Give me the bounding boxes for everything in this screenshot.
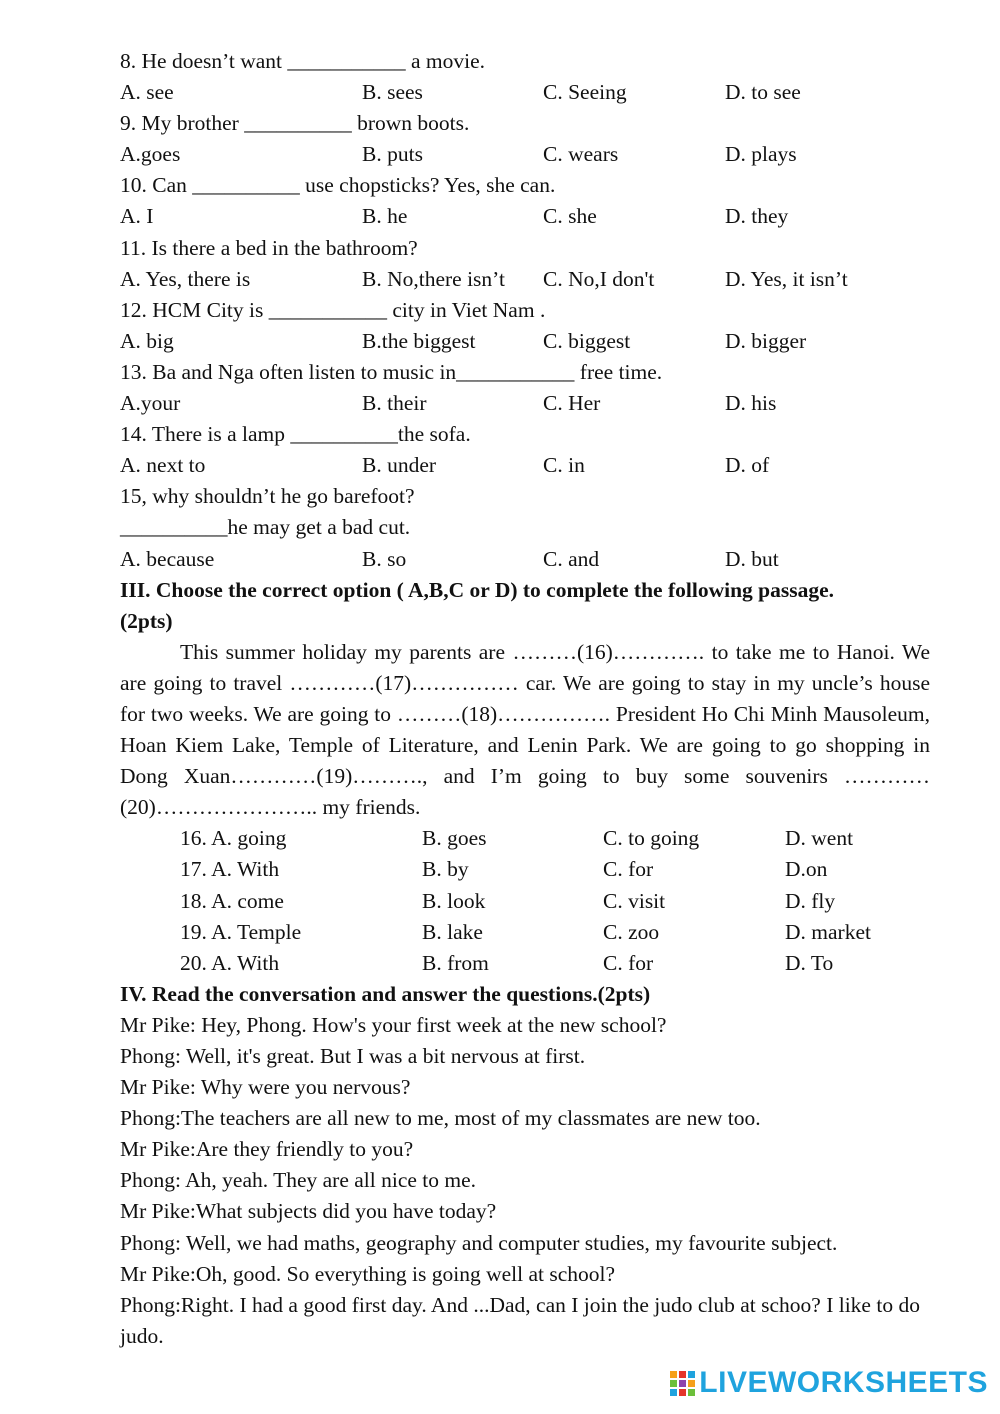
option-d[interactable]: D. plays xyxy=(725,142,797,167)
section-4-heading: IV. Read the conversation and answer the questions.(2pts) xyxy=(120,981,651,1006)
answer-option-b[interactable]: B. look xyxy=(422,888,486,913)
answer-row xyxy=(120,917,930,948)
question-stem-answer-line: __________he may get a bad cut. xyxy=(120,515,411,540)
option-d[interactable]: D. but xyxy=(725,546,779,571)
option-b[interactable]: B. sees xyxy=(362,80,423,105)
options-row xyxy=(120,544,930,575)
options-row xyxy=(120,139,930,170)
option-d[interactable]: D. Yes, it isn’t xyxy=(725,266,848,291)
question-stem: 12. HCM City is ___________ city in Viet Nam . xyxy=(120,297,546,322)
option-b[interactable]: B. under xyxy=(362,453,437,478)
option-b[interactable]: B. No,there isn’t xyxy=(362,266,505,291)
dialog-line: Phong: Well, it's great. But I was a bit nervous at first. xyxy=(120,1044,586,1068)
options-row xyxy=(120,388,930,419)
dialog-line: Mr Pike: Why were you nervous? xyxy=(120,1075,411,1100)
question-stem: 11. Is there a bed in the bathroom? xyxy=(120,235,418,260)
option-a[interactable]: A. next to xyxy=(120,453,206,478)
liveworksheets-logo xyxy=(670,1366,988,1400)
option-c[interactable]: C. Her xyxy=(543,391,601,416)
dialog-line: Phong:The teachers are all new to me, most of my classmates are new too. xyxy=(120,1106,761,1131)
option-d[interactable]: D. bigger xyxy=(725,328,807,353)
question-15 xyxy=(120,481,930,574)
dialog-line: Mr Pike:What subjects did you have today? xyxy=(120,1199,497,1224)
brand-name: LIVEWORKSHEETS xyxy=(699,1366,988,1399)
option-b[interactable]: B. puts xyxy=(362,142,423,167)
dialog-line: Phong:Right. I had a good first day. And ...Dad, can I join the judo club at schoo? I like to do judo. xyxy=(120,1292,920,1348)
option-d[interactable]: D. to see xyxy=(725,80,801,105)
option-d[interactable]: D. his xyxy=(725,391,777,416)
passage-answers xyxy=(120,823,930,978)
logo-square xyxy=(688,1389,695,1396)
option-c[interactable]: C. Seeing xyxy=(543,80,627,105)
option-a[interactable]: A. Yes, there is xyxy=(120,266,251,291)
option-c[interactable]: C. she xyxy=(543,204,597,229)
answer-option-d[interactable]: D. market xyxy=(785,919,871,944)
question-stem: 10. Can __________ use chopsticks? Yes, she can. xyxy=(120,173,556,198)
option-b[interactable]: B.the biggest xyxy=(362,328,476,353)
answer-option-b[interactable]: B. goes xyxy=(422,826,487,851)
option-a[interactable]: A.your xyxy=(120,391,181,416)
option-c[interactable]: C. biggest xyxy=(543,328,631,353)
options-row xyxy=(120,450,930,481)
answer-option-c[interactable]: C. for xyxy=(603,950,654,975)
option-c[interactable]: C. No,I don't xyxy=(543,266,655,291)
option-a[interactable]: A. because xyxy=(120,546,215,571)
option-b[interactable]: B. so xyxy=(362,546,407,571)
option-b[interactable]: B. he xyxy=(362,204,408,229)
dialog-line: Mr Pike:Oh, good. So everything is going well at school? xyxy=(120,1261,616,1286)
answer-option-d[interactable]: D. went xyxy=(785,826,854,851)
question-stem: 9. My brother __________ brown boots. xyxy=(120,111,470,136)
answer-option-a[interactable]: 16. A. going xyxy=(180,826,287,851)
options-row xyxy=(120,201,930,232)
option-c[interactable]: C. wears xyxy=(543,142,619,167)
option-c[interactable]: C. and xyxy=(543,546,600,571)
answer-option-a[interactable]: 20. A. With xyxy=(180,950,280,975)
answer-option-c[interactable]: C. for xyxy=(603,857,654,882)
options-row xyxy=(120,264,930,295)
option-a[interactable]: A. I xyxy=(120,204,154,229)
answer-option-d[interactable]: D.on xyxy=(785,857,828,882)
answer-option-a[interactable]: 19. A. Temple xyxy=(180,919,302,944)
answer-row xyxy=(120,823,930,854)
liveworksheets-icon xyxy=(670,1371,695,1396)
option-d[interactable]: D. of xyxy=(725,453,770,478)
answer-option-b[interactable]: B. from xyxy=(422,950,489,975)
options-row xyxy=(120,77,930,108)
section-3-heading: III. Choose the correct option ( A,B,C or D) to complete the following passage. xyxy=(120,577,835,602)
answer-row xyxy=(120,948,930,979)
dialog-line: Mr Pike: Hey, Phong. How's your first week at the new school? xyxy=(120,1012,667,1037)
logo-square xyxy=(679,1371,686,1378)
question-stem: 14. There is a lamp __________the sofa. xyxy=(120,422,471,447)
logo-square xyxy=(688,1380,695,1387)
answer-row xyxy=(120,886,930,917)
answer-option-c[interactable]: C. zoo xyxy=(603,919,660,944)
question-stem: 8. He doesn’t want ___________ a movie. xyxy=(120,49,486,73)
mcq-section xyxy=(120,46,930,481)
answer-option-a[interactable]: 18. A. come xyxy=(180,888,284,913)
option-a[interactable]: A.goes xyxy=(120,142,181,167)
answer-option-d[interactable]: D. fly xyxy=(785,888,836,913)
question-stem: 13. Ba and Nga often listen to music in___________ free time. xyxy=(120,359,663,384)
worksheet-page xyxy=(120,46,930,1352)
logo-square xyxy=(670,1380,677,1387)
logo-square xyxy=(670,1371,677,1378)
passage-text: This summer holiday my parents are ………(16)…………. to take me to Hanoi. We are going to travel …………(17)…………… car. We are going to stay in my uncle’s house for two weeks. We are going to ………(18)……………. President Ho Chi Minh Mausoleum, Hoan Kiem Lake, Temple of Literature, and Lenin Park. We are going to go shopping in Dong Xuan…………(19)………., and I’m going to buy some souvenirs …………(20)………………….. my friends. xyxy=(120,639,930,820)
answer-option-c[interactable]: C. to going xyxy=(603,826,700,851)
answer-option-b[interactable]: B. by xyxy=(422,857,469,882)
logo-square xyxy=(679,1389,686,1396)
passage xyxy=(120,637,930,824)
logo-square xyxy=(670,1389,677,1396)
dialog-line: Phong: Ah, yeah. They are all nice to me. xyxy=(120,1168,477,1193)
logo-square xyxy=(688,1371,695,1378)
answer-option-b[interactable]: B. lake xyxy=(422,919,483,944)
logo-square xyxy=(679,1380,686,1387)
dialog-line: Mr Pike:Are they friendly to you? xyxy=(120,1137,414,1162)
option-a[interactable]: A. big xyxy=(120,328,174,353)
answer-row xyxy=(120,854,930,885)
section-3-points: (2pts) xyxy=(120,608,173,633)
answer-option-a[interactable]: 17. A. With xyxy=(180,857,280,882)
option-d[interactable]: D. they xyxy=(725,204,789,229)
option-a[interactable]: A. see xyxy=(120,80,174,105)
option-b[interactable]: B. their xyxy=(362,391,427,416)
option-c[interactable]: C. in xyxy=(543,453,585,478)
conversation xyxy=(120,1010,930,1352)
answer-option-d[interactable]: D. To xyxy=(785,950,834,975)
question-stem: 15, why shouldn’t he go barefoot? xyxy=(120,484,415,509)
dialog-line: Phong: Well, we had maths, geography and computer studies, my favourite subject. xyxy=(120,1230,838,1255)
options-row xyxy=(120,326,930,357)
answer-option-c[interactable]: C. visit xyxy=(603,888,666,913)
